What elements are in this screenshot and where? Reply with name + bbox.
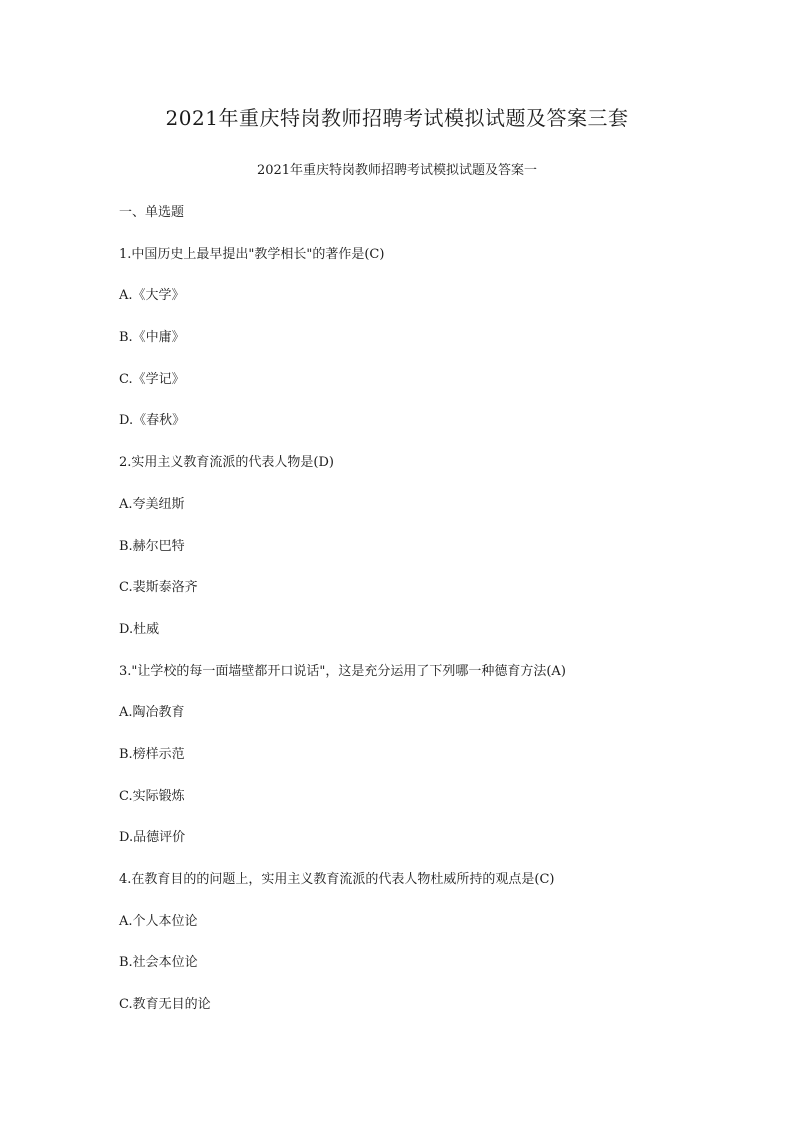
- answer-option: C.《学记》: [119, 371, 185, 387]
- answer-option: D.品德评价: [119, 830, 186, 846]
- answer-option: C.教育无目的论: [119, 997, 211, 1013]
- answer-option: B.社会本位论: [119, 955, 198, 971]
- question-stem: 1.中国历史上最早提出"教学相长"的著作是(C): [119, 246, 385, 262]
- answer-option: C.实际锻炼: [119, 788, 185, 804]
- answer-option: D.杜威: [119, 621, 160, 637]
- question-stem: 2.实用主义教育流派的代表人物是(D): [119, 455, 334, 471]
- answer-option: A.夸美纽斯: [119, 496, 185, 512]
- answer-option: A.个人本位论: [119, 913, 198, 929]
- answer-option: D.《春秋》: [119, 413, 186, 429]
- answer-option: B.榜样示范: [119, 746, 185, 762]
- question-stem: 3."让学校的每一面墙壁都开口说话"，这是充分运用了下列哪一种德育方法(A): [119, 663, 566, 679]
- question-stem: 4.在教育目的的问题上，实用主义教育流派的代表人物杜威所持的观点是(C): [119, 872, 555, 887]
- answer-option: A.《大学》: [119, 288, 185, 304]
- document-title: 2021年重庆特岗教师招聘考试模拟试题及答案三套: [165, 106, 629, 130]
- question-list: [119, 203, 719, 1037]
- document-subtitle: 2021年重庆特岗教师招聘考试模拟试题及答案一: [256, 163, 538, 178]
- answer-option: C.裴斯泰洛齐: [119, 580, 198, 596]
- answer-option: A.陶冶教育: [119, 705, 185, 721]
- answer-option: B.赫尔巴特: [119, 538, 185, 554]
- section-heading: 一、单选题: [119, 205, 185, 220]
- answer-option: B.《中庸》: [119, 330, 185, 346]
